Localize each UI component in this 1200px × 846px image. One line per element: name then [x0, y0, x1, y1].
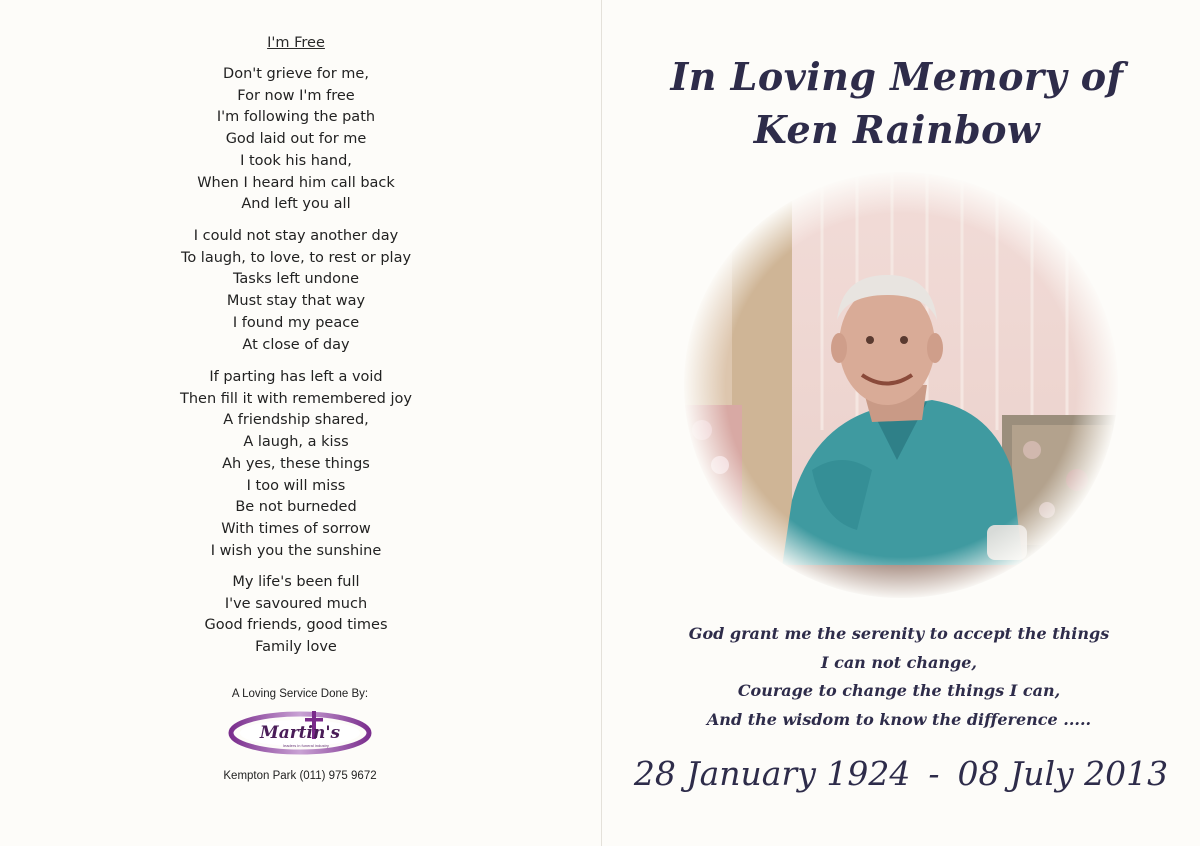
poem-line: Family love: [255, 639, 337, 656]
birth-date: 28 January 1924: [633, 754, 911, 793]
service-label: A Loving Service Done By:: [231, 688, 369, 700]
poem-stanza-2: [0, 226, 592, 356]
poem-line: Then fill it with remembered joy: [180, 390, 412, 407]
poem-line: I too will miss: [246, 477, 346, 494]
poem-line: I found my peace: [232, 314, 360, 331]
poem-line: A laugh, a kiss: [243, 434, 349, 451]
poem-line: For now I'm free: [237, 87, 355, 104]
poem-line: To laugh, to love, to rest or play: [180, 249, 412, 266]
poem-line: Ah yes, these things: [222, 455, 370, 472]
memorial-panel: [602, 0, 1200, 846]
prayer-line: And the wisdom to know the difference .....: [706, 709, 1092, 729]
poem-line: A friendship shared,: [223, 412, 369, 429]
poem-line: Must stay that way: [226, 293, 366, 310]
poem-line: My life's been full: [232, 574, 360, 590]
logo-text: Martin's: [259, 723, 341, 743]
poem-line: Don't grieve for me,: [223, 66, 369, 82]
logo-tagline: leaders in funeral industry: [283, 743, 329, 748]
poem-line: If parting has left a void: [209, 369, 383, 385]
poem-line: With times of sorrow: [221, 520, 371, 537]
poem-line: Be not burneded: [235, 499, 357, 516]
portrait-photo: [682, 170, 1120, 600]
poem-line: I wish you the sunshine: [210, 542, 382, 559]
prayer-line: I can not change,: [821, 652, 977, 672]
date-separator: -: [928, 754, 940, 793]
poem-line: Tasks left undone: [232, 271, 360, 288]
service-contact: Kempton Park (011) 975 9672: [223, 770, 377, 782]
poem-line: I took his hand,: [240, 152, 352, 169]
poem-line: When I heard him call back: [197, 174, 395, 191]
poem-line: And left you all: [241, 196, 351, 213]
poem-line: I'm following the path: [216, 109, 376, 126]
poem-line: I could not stay another day: [193, 228, 399, 244]
prayer-line: Courage to change the things I can,: [737, 681, 1061, 700]
prayer-line: God grant me the serenity to accept the things: [688, 624, 1110, 643]
funeral-home-logo: [228, 706, 372, 756]
poem-stanza-3: [0, 367, 592, 562]
memorial-heading: In Loving Memory of: [670, 54, 1124, 99]
poem-title: I'm Free: [267, 35, 325, 51]
life-dates: [602, 754, 1200, 793]
death-date: 08 July 2013: [957, 754, 1169, 793]
poem-line: I've savoured much: [224, 595, 368, 612]
poem-stanza-4: [0, 572, 592, 659]
deceased-name: Ken Rainbow: [753, 107, 1041, 152]
poem-stanza-1: [0, 64, 592, 216]
poem-line: Good friends, good times: [204, 617, 388, 634]
serenity-prayer: [600, 620, 1198, 734]
poem-line: God laid out for me: [225, 131, 367, 148]
poem-line: At close of day: [242, 336, 350, 353]
